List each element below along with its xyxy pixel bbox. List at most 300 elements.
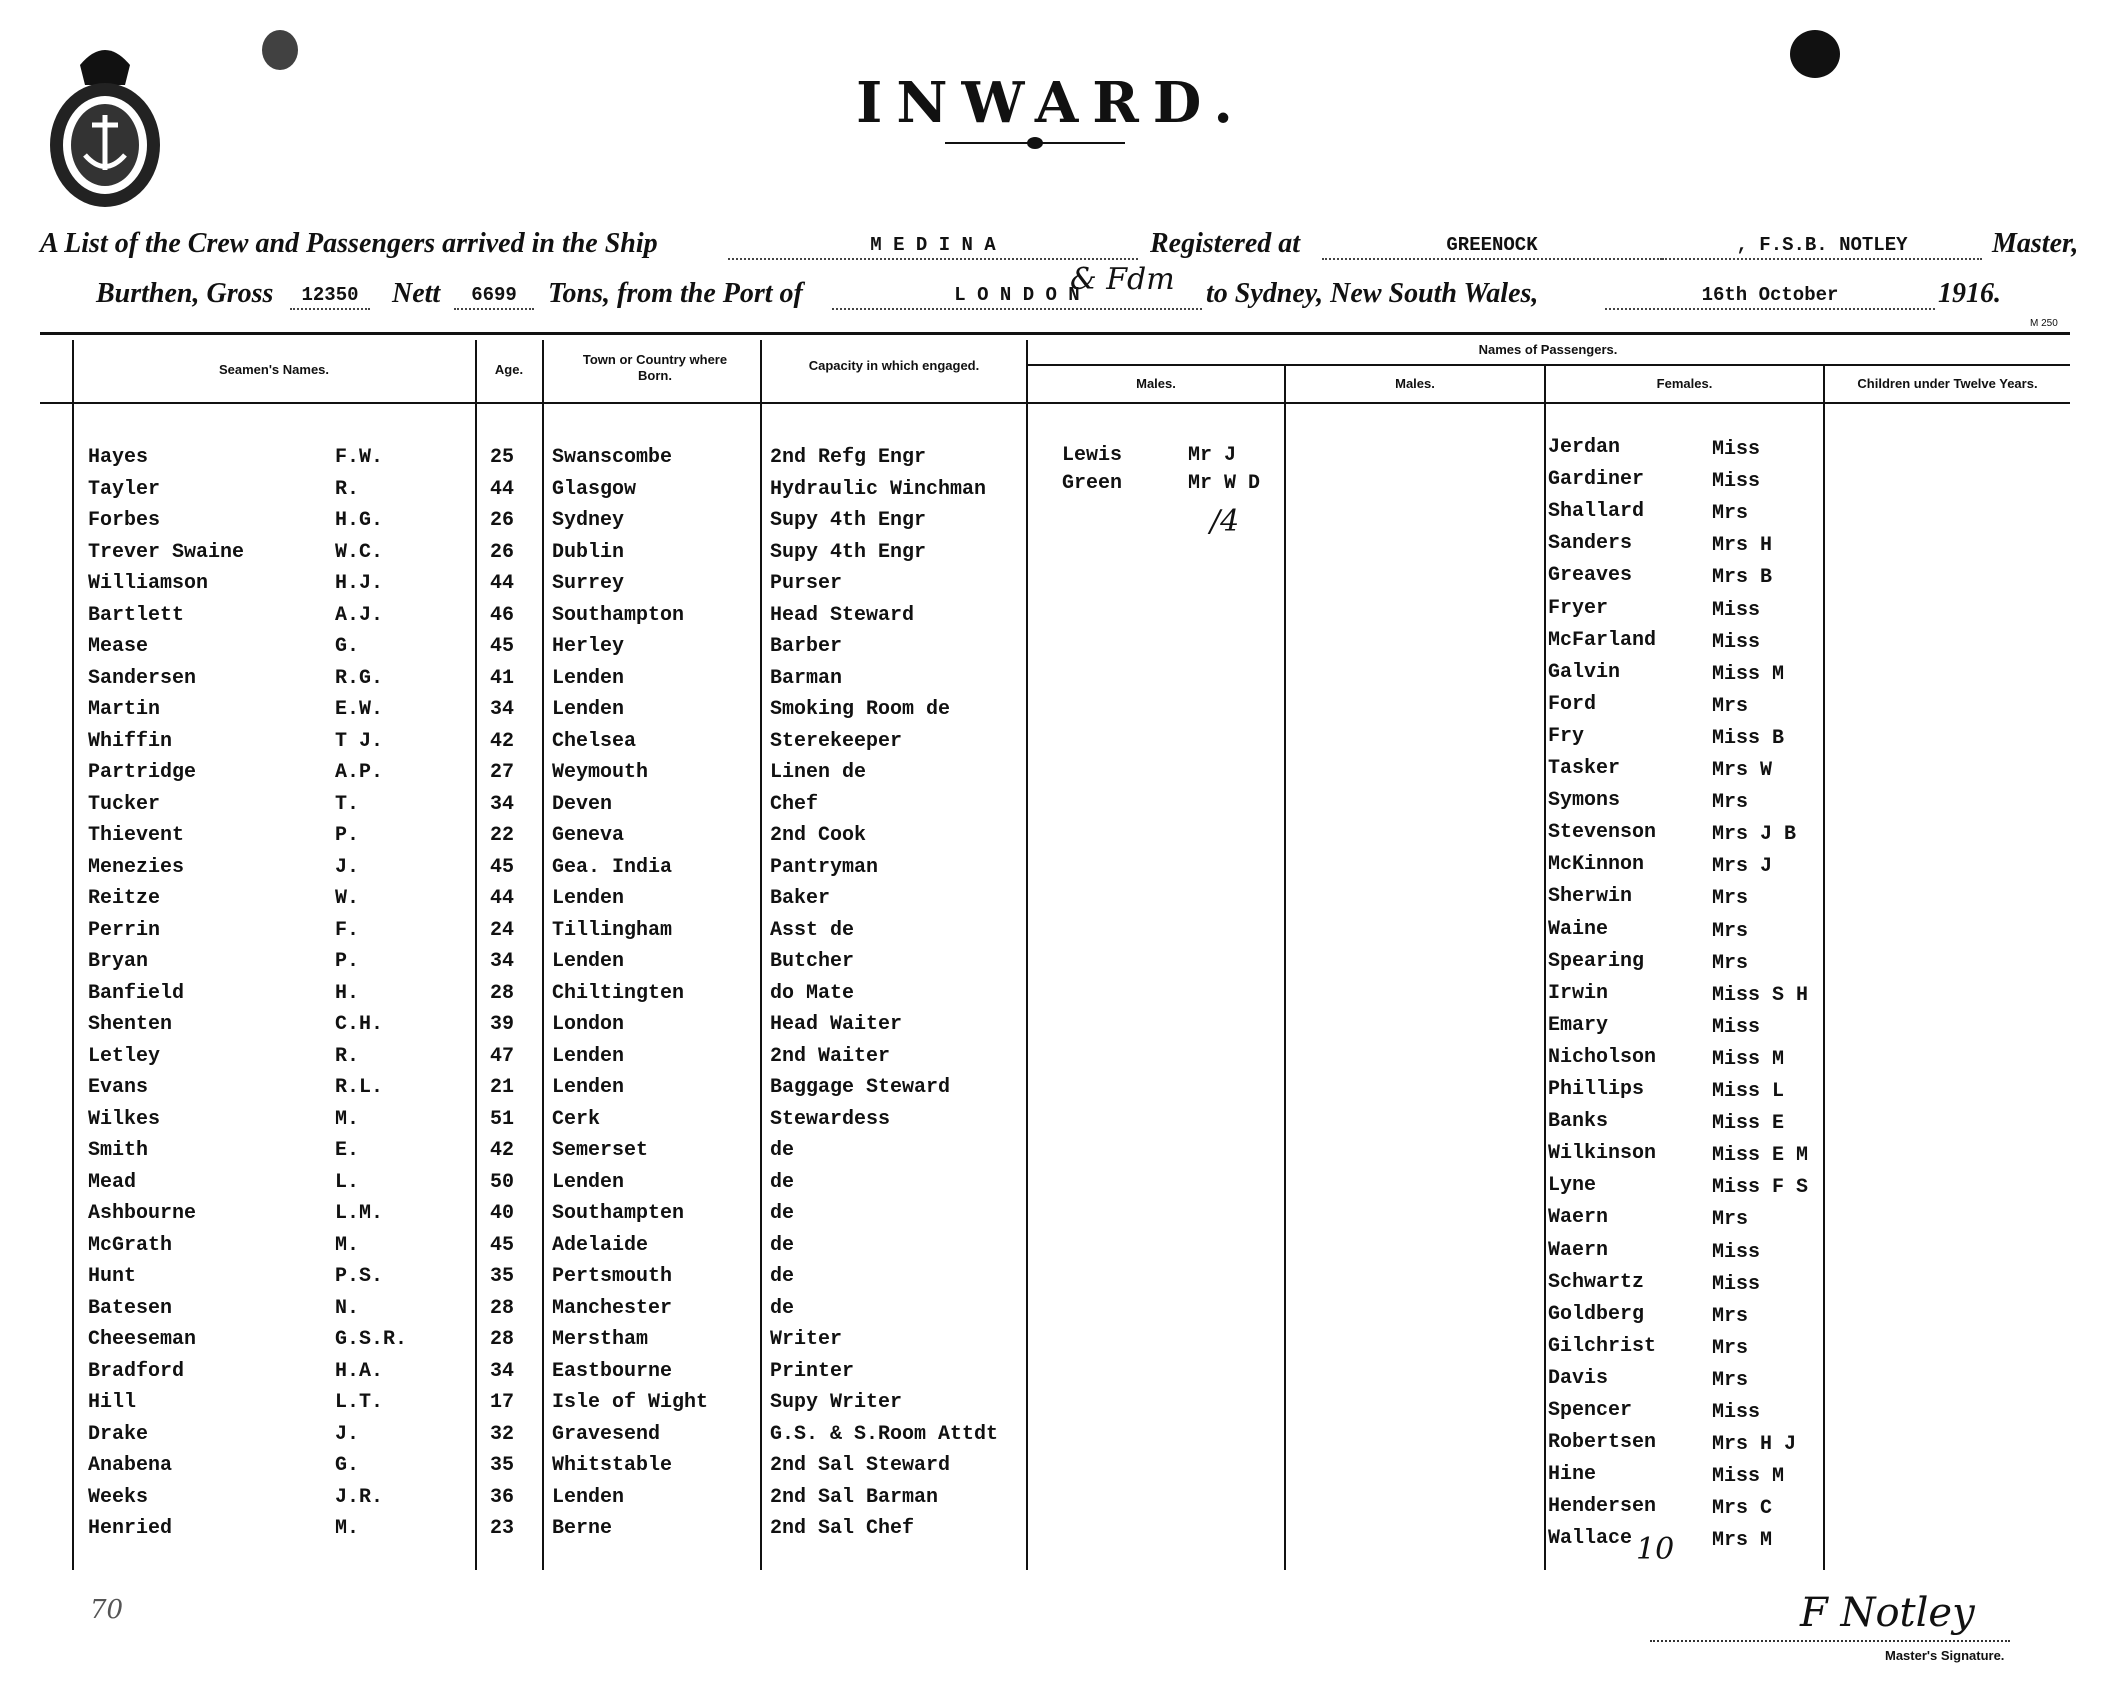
crew-initials: J. <box>335 1422 360 1446</box>
crew-birthplace: Southampton <box>552 603 685 627</box>
crew-birthplace: Lenden <box>552 1044 625 1068</box>
female-passenger-title: Miss M <box>1712 662 1785 686</box>
crew-surname: Thievent <box>88 824 185 847</box>
crew-surname: Sandersen <box>88 666 197 690</box>
crew-initials: R.G. <box>335 666 384 690</box>
col-header-seamen: Seamen's Names. <box>218 362 330 377</box>
female-passenger-title: Miss <box>1712 630 1761 654</box>
female-passenger-title: Mrs W <box>1712 759 1773 782</box>
female-passenger-surname: Emary <box>1548 1013 1609 1037</box>
crew-birthplace: Weymouth <box>552 761 649 784</box>
female-passenger-surname: Fryer <box>1548 596 1609 620</box>
female-passenger-surname: Stevenson <box>1548 821 1657 845</box>
crew-age: 45 <box>490 635 515 658</box>
crew-age: 28 <box>490 1296 515 1320</box>
crew-surname: Anabena <box>88 1454 173 1477</box>
female-passenger-title: Mrs <box>1712 887 1749 911</box>
crew-capacity: 2nd Sal Steward <box>770 1454 951 1477</box>
crew-birthplace: Lenden <box>552 666 625 690</box>
crew-row <box>0 600 2103 632</box>
female-passenger-surname: Spearing <box>1548 949 1645 973</box>
female-passenger-title: Miss <box>1712 598 1761 622</box>
crew-age: 34 <box>490 698 515 721</box>
female-passenger-surname: Goldberg <box>1548 1302 1645 1326</box>
female-passenger-title: Miss <box>1712 1015 1761 1039</box>
col-header-males-1: Males. <box>1136 376 1176 391</box>
crew-surname: Mead <box>88 1170 137 1194</box>
crew-birthplace: Geneva <box>552 824 625 847</box>
ship-name: M E D I N A <box>728 232 1138 260</box>
female-passenger-surname: Waern <box>1548 1206 1609 1230</box>
crew-birthplace: Dublin <box>552 540 625 564</box>
nett-tons: 6699 <box>454 282 534 310</box>
crew-surname: Williamson <box>88 572 209 595</box>
arrival-year: 1916. <box>1938 278 2001 309</box>
crew-initials: P. <box>335 950 360 973</box>
crew-capacity: Asst de <box>770 918 855 942</box>
crew-initials: W. <box>335 887 360 910</box>
crew-age: 35 <box>490 1265 515 1288</box>
crew-initials: H.A. <box>335 1359 384 1383</box>
crew-surname: Banfield <box>88 981 185 1005</box>
page-title: INWARD. <box>856 70 1247 136</box>
crew-capacity: do Mate <box>770 981 855 1005</box>
crew-initials: E. <box>335 1139 360 1162</box>
crew-capacity: Head Steward <box>770 603 915 627</box>
crew-surname: Hayes <box>88 446 149 469</box>
crew-age: 32 <box>490 1422 515 1446</box>
male-passenger-surname: Green <box>1062 472 1123 495</box>
crew-age: 40 <box>490 1202 515 1225</box>
crew-capacity: Stewardess <box>770 1107 891 1131</box>
destination-label: to Sydney, New South Wales, <box>1206 278 1539 309</box>
crew-row <box>0 1041 2103 1073</box>
port-handwritten-note: & Fdm <box>1070 262 1175 297</box>
signature-line <box>1650 1640 2010 1642</box>
registered-label: Registered at <box>1150 228 1301 259</box>
col-header-males-2: Males. <box>1395 376 1435 391</box>
crew-age: 51 <box>490 1107 515 1131</box>
table-top-rule <box>40 332 2070 335</box>
col-header-age: Age. <box>494 362 524 377</box>
crew-age: 45 <box>490 855 515 879</box>
crew-birthplace: Lenden <box>552 1076 625 1099</box>
crew-capacity: Writer <box>770 1328 843 1351</box>
female-passenger-surname: Sherwin <box>1548 885 1633 909</box>
crew-birthplace: Semerset <box>552 1139 649 1162</box>
crew-birthplace: Glasgow <box>552 477 637 501</box>
crew-surname: Weeks <box>88 1485 149 1509</box>
crew-row <box>0 568 2103 600</box>
crew-capacity: Purser <box>770 572 843 595</box>
crew-initials: M. <box>335 1107 360 1131</box>
crew-surname: Smith <box>88 1139 149 1162</box>
female-passenger-surname: Schwartz <box>1548 1270 1645 1294</box>
crew-initials: R. <box>335 1044 360 1068</box>
male-passenger-title: Mr W D <box>1188 472 1261 495</box>
crew-surname: Perrin <box>88 918 161 942</box>
female-passenger-surname: Banks <box>1548 1110 1609 1134</box>
crew-row <box>0 915 2103 947</box>
crew-row <box>0 1198 2103 1230</box>
crew-age: 44 <box>490 572 515 595</box>
female-passenger-surname: Fry <box>1548 724 1585 748</box>
crew-age: 22 <box>490 824 515 847</box>
crew-row <box>0 1356 2103 1388</box>
col-header-passengers: Names of Passengers. <box>1478 342 1618 357</box>
crew-birthplace: Lenden <box>552 950 625 973</box>
crew-birthplace: Pertsmouth <box>552 1265 673 1288</box>
female-passenger-title: Miss M <box>1712 1465 1785 1489</box>
crew-age: 34 <box>490 1359 515 1383</box>
header-bottom-rule <box>40 402 2070 404</box>
crew-birthplace: Swanscombe <box>552 446 673 469</box>
crew-age: 45 <box>490 1233 515 1257</box>
crew-initials: A.P. <box>335 761 384 784</box>
crew-initials: H.G. <box>335 509 384 532</box>
female-passenger-surname: Robertsen <box>1548 1431 1657 1455</box>
crew-row <box>0 726 2103 758</box>
crew-initials: H. <box>335 981 360 1005</box>
crew-initials: R.L. <box>335 1076 384 1099</box>
master-label: Master, <box>1992 228 2079 259</box>
crew-initials: T. <box>335 792 360 816</box>
female-passenger-title: Mrs H J <box>1712 1433 1797 1457</box>
crew-age: 26 <box>490 509 515 532</box>
female-count-mark: 10 <box>1636 1532 1675 1567</box>
crew-capacity: de <box>770 1233 795 1257</box>
crew-surname: Bryan <box>88 950 149 973</box>
crew-row <box>0 1324 2103 1356</box>
crew-birthplace: Deven <box>552 792 613 816</box>
female-passenger-surname: Galvin <box>1548 660 1621 684</box>
female-passenger-surname: Symons <box>1548 789 1621 813</box>
col-header-children: Children under Twelve Years. <box>1857 376 2038 391</box>
gross-tons: 12350 <box>290 282 370 310</box>
female-passenger-surname: Shallard <box>1548 500 1645 524</box>
crew-capacity: Butcher <box>770 950 855 973</box>
crew-initials: C.H. <box>335 1013 384 1036</box>
crew-initials: E.W. <box>335 698 384 721</box>
crew-surname: Hunt <box>88 1265 137 1288</box>
crew-capacity: 2nd Waiter <box>770 1044 891 1068</box>
ink-blot <box>262 30 298 70</box>
female-passenger-title: Miss <box>1712 438 1761 461</box>
crew-capacity: G.S. & S.Room Attdt <box>770 1422 999 1446</box>
female-passenger-surname: Phillips <box>1548 1078 1645 1101</box>
crew-surname: Shenten <box>88 1013 173 1036</box>
crew-age: 42 <box>490 729 515 753</box>
crew-surname: Mease <box>88 635 149 658</box>
female-passenger-title: Mrs M <box>1712 1529 1773 1553</box>
crew-birthplace: Tillingham <box>552 918 673 942</box>
title-ornament <box>945 142 1125 144</box>
female-passenger-surname: Jerdan <box>1548 436 1621 459</box>
crew-age: 34 <box>490 950 515 973</box>
crew-initials: W.C. <box>335 540 384 564</box>
crew-surname: Forbes <box>88 509 161 532</box>
crew-birthplace: Gea. India <box>552 855 673 879</box>
female-passenger-surname: Hine <box>1548 1463 1597 1487</box>
female-passenger-surname: Spencer <box>1548 1399 1633 1422</box>
female-passenger-surname: Sanders <box>1548 532 1633 556</box>
female-passenger-surname: Nicholson <box>1548 1045 1657 1069</box>
crew-capacity: Printer <box>770 1359 855 1383</box>
female-passenger-title: Mrs J <box>1712 855 1773 879</box>
crew-capacity: Supy 4th Engr <box>770 540 927 564</box>
female-passenger-surname: Waine <box>1548 917 1609 941</box>
crew-capacity: Pantryman <box>770 855 879 879</box>
departure-port: L O N D O N <box>832 282 1202 310</box>
crew-initials: A.J. <box>335 603 384 627</box>
crew-row <box>0 757 2103 789</box>
col-header-females: Females. <box>1656 376 1713 391</box>
female-passenger-surname: Waern <box>1548 1238 1609 1262</box>
female-passenger-surname: Greaves <box>1548 564 1633 588</box>
crew-capacity: Smoking Room de <box>770 698 951 721</box>
crew-row <box>0 1513 2103 1545</box>
crew-capacity: de <box>770 1265 795 1288</box>
female-passenger-title: Mrs J B <box>1712 823 1797 847</box>
crew-initials: F.W. <box>335 446 384 469</box>
crew-capacity: de <box>770 1202 795 1225</box>
crew-initials: N. <box>335 1296 360 1320</box>
crew-birthplace: Southampten <box>552 1202 685 1225</box>
crew-capacity: Supy 4th Engr <box>770 509 927 532</box>
signature-label: Master's Signature. <box>1885 1648 2005 1663</box>
crew-row <box>0 442 2103 474</box>
female-passenger-title: Mrs <box>1712 1208 1749 1232</box>
crew-row <box>0 946 2103 978</box>
crew-age: 44 <box>490 477 515 501</box>
crew-birthplace: Surrey <box>552 572 625 595</box>
crew-age: 21 <box>490 1076 515 1099</box>
female-passenger-surname: Ford <box>1548 692 1597 716</box>
crew-capacity: de <box>770 1296 795 1320</box>
crew-row <box>0 883 2103 915</box>
crew-initials: L.T. <box>335 1391 384 1414</box>
crew-initials: T J. <box>335 729 384 753</box>
crew-capacity: 2nd Refg Engr <box>770 446 927 469</box>
burthen-label: Burthen, Gross <box>96 278 274 309</box>
crew-surname: Trever Swaine <box>88 540 245 564</box>
crew-age: 42 <box>490 1139 515 1162</box>
crew-initials: H.J. <box>335 572 384 595</box>
crew-birthplace: Sydney <box>552 509 625 532</box>
crew-initials: G. <box>335 1454 360 1477</box>
crew-initials: L.M. <box>335 1202 384 1225</box>
crew-birthplace: Berne <box>552 1517 613 1540</box>
female-passenger-surname: Gardiner <box>1548 468 1645 492</box>
crew-capacity: 2nd Sal Barman <box>770 1485 939 1509</box>
female-passenger-title: Miss <box>1712 1272 1761 1296</box>
crew-birthplace: Adelaide <box>552 1233 649 1257</box>
crew-capacity: Barman <box>770 666 843 690</box>
crew-capacity: Linen de <box>770 761 867 784</box>
crew-capacity: Supy Writer <box>770 1391 903 1414</box>
crew-row <box>0 1104 2103 1136</box>
crew-initials: P.S. <box>335 1265 384 1288</box>
female-passenger-title: Mrs <box>1712 1336 1749 1360</box>
female-passenger-title: Mrs C <box>1712 1497 1773 1521</box>
crew-surname: Henried <box>88 1517 173 1540</box>
female-passenger-surname: Lyne <box>1548 1174 1597 1198</box>
form-number: M 250 <box>2030 318 2058 329</box>
crew-row <box>0 660 2103 695</box>
crew-surname: Tayler <box>88 477 161 501</box>
female-passenger-surname: Gilchrist <box>1548 1334 1657 1358</box>
female-passenger-title: Miss E M <box>1712 1144 1809 1168</box>
crew-birthplace: Lenden <box>552 887 625 910</box>
page-note: 70 <box>90 1595 124 1625</box>
female-passenger-surname: Hendersen <box>1548 1495 1657 1519</box>
crew-birthplace: Merstham <box>552 1328 649 1351</box>
female-passenger-title: Miss S H <box>1712 983 1809 1007</box>
crew-surname: Whiffin <box>88 729 173 753</box>
crew-row <box>0 789 2103 821</box>
crew-row <box>0 505 2103 537</box>
crew-surname: Martin <box>88 698 161 721</box>
crew-birthplace: Gravesend <box>552 1422 661 1446</box>
crew-capacity: Hydraulic Winchman <box>770 477 987 501</box>
female-passenger-title: Miss L <box>1712 1080 1785 1103</box>
crew-age: 28 <box>490 981 515 1005</box>
crew-surname: Ashbourne <box>88 1202 197 1225</box>
crew-row <box>0 537 2103 569</box>
crew-birthplace: London <box>552 1013 625 1036</box>
crew-age: 36 <box>490 1485 515 1509</box>
ship-line-label: A List of the Crew and Passengers arrived in the Ship <box>40 228 658 259</box>
crew-surname: Partridge <box>88 761 197 784</box>
crew-age: 44 <box>490 887 515 910</box>
female-passenger-title: Miss F S <box>1712 1176 1809 1200</box>
crew-birthplace: Lenden <box>552 1170 625 1194</box>
crew-surname: Bradford <box>88 1359 185 1383</box>
crew-initials: M. <box>335 1233 360 1257</box>
crew-surname: McGrath <box>88 1233 173 1257</box>
crew-surname: Cheeseman <box>88 1328 197 1351</box>
crew-capacity: Sterekeeper <box>770 729 903 753</box>
crew-age: 24 <box>490 918 515 942</box>
crew-age: 28 <box>490 1328 515 1351</box>
female-passenger-title: Miss B <box>1712 726 1785 750</box>
female-passenger-surname: McKinnon <box>1548 853 1645 877</box>
crew-age: 46 <box>490 603 515 627</box>
female-passenger-title: Miss E <box>1712 1112 1785 1136</box>
female-passenger-surname: McFarland <box>1548 628 1657 652</box>
female-passenger-surname: Davis <box>1548 1366 1609 1390</box>
crew-birthplace: Herley <box>552 635 625 658</box>
crew-capacity: Baker <box>770 887 831 910</box>
male-passenger-count-mark: /4 <box>1210 504 1240 539</box>
female-passenger-title: Mrs B <box>1712 566 1773 590</box>
crew-initials: G. <box>335 635 360 658</box>
female-passenger-title: Miss <box>1712 1240 1761 1264</box>
crew-row <box>0 1261 2103 1293</box>
female-passenger-surname: Tasker <box>1548 757 1621 780</box>
crew-initials: R. <box>335 477 360 501</box>
crew-birthplace: Manchester <box>552 1296 673 1320</box>
crew-row <box>0 852 2103 884</box>
crew-row <box>0 1230 2103 1262</box>
female-passenger-surname: Wilkinson <box>1548 1142 1657 1166</box>
master-name: , F.S.B. NOTLEY <box>1662 232 1982 260</box>
crew-birthplace: Cerk <box>552 1107 601 1131</box>
crew-birthplace: Whitstable <box>552 1454 673 1477</box>
crew-initials: M. <box>335 1517 360 1540</box>
tons-from-label: Tons, from the Port of <box>548 278 803 309</box>
crew-age: 23 <box>490 1517 515 1540</box>
crew-birthplace: Chiltingten <box>552 981 685 1005</box>
crew-age: 41 <box>490 666 515 690</box>
crew-surname: Hill <box>88 1391 137 1414</box>
female-passenger-title: Mrs <box>1712 502 1749 526</box>
crew-age: 34 <box>490 792 515 816</box>
female-passenger-title: Mrs <box>1712 951 1749 975</box>
nett-label: Nett <box>392 278 441 309</box>
crew-birthplace: Chelsea <box>552 729 637 753</box>
crew-surname: Reitze <box>88 887 161 910</box>
crew-row <box>0 1482 2103 1514</box>
col-header-capacity: Capacity in which engaged. <box>808 358 980 373</box>
crew-row <box>0 1072 2103 1104</box>
crew-birthplace: Lenden <box>552 1485 625 1509</box>
crew-initials: P. <box>335 824 360 847</box>
crew-capacity: 2nd Sal Chef <box>770 1517 915 1540</box>
crew-age: 47 <box>490 1044 515 1068</box>
crew-row <box>0 694 2103 726</box>
crew-age: 25 <box>490 446 515 469</box>
crew-surname: Tucker <box>88 792 161 816</box>
male-passenger-title: Mr J <box>1188 444 1237 467</box>
male-passenger-surname: Lewis <box>1062 444 1123 467</box>
female-passenger-title: Mrs <box>1712 694 1749 718</box>
crew-row <box>0 474 2103 506</box>
crew-birthplace: Eastbourne <box>552 1359 673 1383</box>
crew-surname: Bartlett <box>88 603 185 627</box>
crew-row <box>0 1387 2103 1419</box>
crew-capacity: de <box>770 1170 795 1194</box>
crew-row <box>0 1009 2103 1041</box>
crew-age: 35 <box>490 1454 515 1477</box>
crew-surname: Wilkes <box>88 1107 161 1131</box>
female-passenger-title: Miss M <box>1712 1047 1785 1071</box>
crew-surname: Menezies <box>88 855 185 879</box>
crew-surname: Evans <box>88 1076 149 1099</box>
crew-capacity: Baggage Steward <box>770 1076 951 1099</box>
crew-row <box>0 628 2103 663</box>
crew-initials: G.S.R. <box>335 1328 408 1351</box>
female-passenger-title: Mrs H <box>1712 534 1773 558</box>
crew-capacity: Head Waiter <box>770 1013 903 1036</box>
crew-surname: Letley <box>88 1044 161 1068</box>
crew-age: 26 <box>490 540 515 564</box>
arrival-date: 16th October <box>1605 282 1935 310</box>
crew-initials: L. <box>335 1170 360 1194</box>
crew-age: 39 <box>490 1013 515 1036</box>
crew-age: 27 <box>490 761 515 784</box>
crew-birthplace: Isle of Wight <box>552 1391 709 1414</box>
female-passenger-title: Mrs <box>1712 791 1749 815</box>
crew-row <box>0 1293 2103 1325</box>
col-header-born: Town or Country where Born. <box>582 352 728 383</box>
female-passenger-surname: Irwin <box>1548 981 1609 1005</box>
female-passenger-title: Mrs <box>1712 919 1749 943</box>
passenger-sub-rule <box>1028 364 2070 366</box>
crew-surname: Drake <box>88 1422 149 1446</box>
crew-capacity: de <box>770 1139 795 1162</box>
crew-initials: J. <box>335 855 360 879</box>
